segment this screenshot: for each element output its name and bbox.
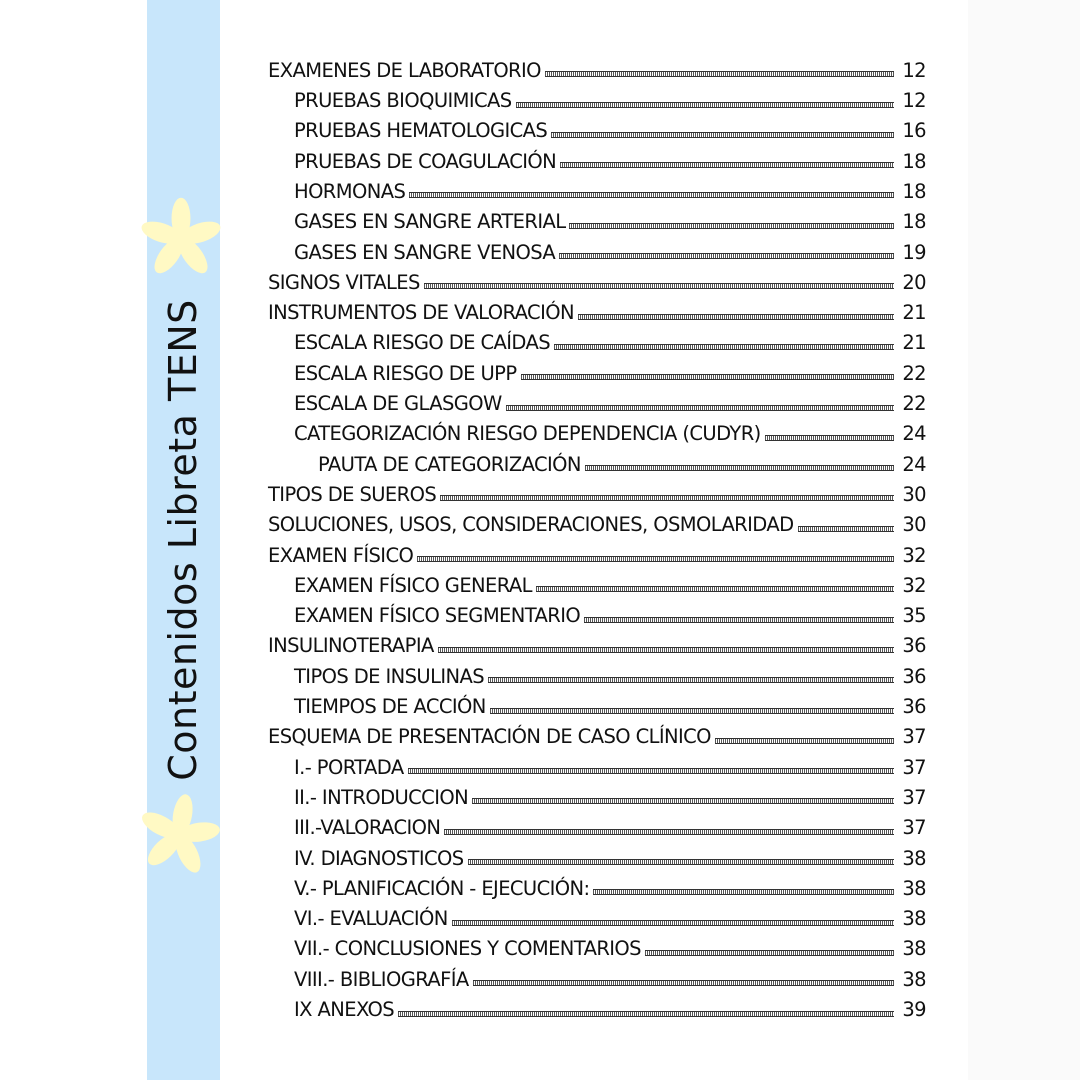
- toc-entry: [264, 506, 926, 536]
- toc-entry-page: 38: [902, 937, 926, 961]
- toc-entry: [264, 658, 926, 688]
- toc-entry-label: IX ANEXOS: [294, 998, 394, 1021]
- toc-leader-dots: [444, 829, 894, 835]
- toc-entry-label: SOLUCIONES, USOS, CONSIDERACIONES, OSMOLARIDAD: [268, 513, 794, 537]
- toc-leader-dots: [578, 314, 894, 320]
- toc-entry-page: 12: [902, 58, 926, 82]
- toc-entry-page: 18: [902, 179, 926, 203]
- toc-entry-page: 38: [902, 907, 926, 931]
- sidebar-title: Contenidos Libreta TENS: [161, 299, 205, 781]
- toc-entry-page: 37: [902, 785, 926, 809]
- toc-entry-page: 39: [902, 998, 926, 1021]
- toc-entry: [264, 870, 926, 900]
- toc-entry: [264, 628, 926, 658]
- toc-entry-page: 35: [902, 604, 926, 628]
- toc-leader-dots: [569, 223, 894, 229]
- toc-leader-dots: [551, 132, 894, 138]
- toc-leader-dots: [560, 162, 894, 168]
- toc-entry-page: 22: [902, 361, 926, 385]
- toc-entry-label: V.- PLANIFICACIÓN - EJECUCIÓN:: [294, 876, 590, 900]
- toc-entry: [264, 234, 926, 264]
- toc-entry-page: 37: [902, 755, 926, 779]
- toc-entry-page: 20: [902, 270, 926, 294]
- toc-entry: [264, 840, 926, 870]
- toc-entry-label: ESCALA RIESGO DE CAÍDAS: [294, 331, 550, 355]
- page-margin-right: [968, 0, 1080, 1080]
- toc-leader-dots: [452, 920, 894, 926]
- toc-leader-dots: [715, 738, 894, 744]
- toc-leader-dots: [398, 1011, 894, 1017]
- toc-entry: [264, 719, 926, 749]
- page-margin-left: [0, 0, 147, 1080]
- toc-entry-label: EXAMENES DE LABORATORIO: [268, 58, 541, 82]
- toc-entry-label: ESQUEMA DE PRESENTACIÓN DE CASO CLÍNICO: [268, 725, 711, 749]
- toc-leader-dots: [559, 253, 894, 259]
- toc-entry-label: HORMONAS: [294, 179, 406, 203]
- toc-entry: [264, 355, 926, 385]
- toc-leader-dots: [468, 859, 894, 865]
- toc-entry: [264, 991, 926, 1021]
- toc-entry: [264, 264, 926, 294]
- toc-entry-label: PAUTA DE CATEGORIZACIÓN: [318, 452, 581, 476]
- toc-entry-label: EXAMEN FÍSICO GENERAL: [294, 573, 532, 597]
- toc-entry-page: 36: [902, 664, 926, 688]
- toc-leader-dots: [516, 102, 894, 108]
- toc-entry: [264, 476, 926, 506]
- toc-leader-dots: [584, 617, 894, 623]
- toc-leader-dots: [417, 556, 894, 562]
- toc-leader-dots: [585, 465, 894, 471]
- toc-entry-page: 16: [902, 119, 926, 143]
- toc-entry-page: 32: [902, 543, 926, 567]
- toc-entry-page: 38: [902, 967, 926, 991]
- toc-entry-page: 24: [902, 452, 926, 476]
- toc-entry: [264, 537, 926, 567]
- toc-entry-label: EXAMEN FÍSICO SEGMENTARIO: [294, 604, 581, 628]
- toc-entry-label: VII.- CONCLUSIONES Y COMENTARIOS: [294, 937, 641, 961]
- toc-entry-page: 18: [902, 149, 926, 173]
- toc-entry-label: VIII.- BIBLIOGRAFÍA: [294, 967, 469, 991]
- toc-entry-page: 36: [902, 695, 926, 719]
- toc-entry-label: PRUEBAS DE COAGULACIÓN: [294, 149, 557, 173]
- toc-entry-page: 30: [902, 513, 926, 537]
- toc-entry-page: 37: [902, 816, 926, 840]
- toc-entry-label: ESCALA DE GLASGOW: [294, 392, 502, 416]
- toc-entry-label: TIEMPOS DE ACCIÓN: [294, 695, 486, 719]
- toc-entry-label: PRUEBAS BIOQUIMICAS: [294, 89, 512, 113]
- toc-leader-dots: [473, 980, 894, 986]
- toc-entry: [264, 961, 926, 991]
- toc-entry: [264, 203, 926, 233]
- toc-entry-label: IV. DIAGNOSTICOS: [294, 846, 464, 870]
- toc-entry-page: 22: [902, 392, 926, 416]
- toc-entry-label: I.- PORTADA: [294, 755, 404, 779]
- toc-entry-label: SIGNOS VITALES: [268, 270, 420, 294]
- toc-entry-label: INSTRUMENTOS DE VALORACIÓN: [268, 301, 574, 325]
- toc-leader-dots: [798, 526, 894, 532]
- toc-entry: [264, 173, 926, 203]
- toc-leader-dots: [554, 344, 894, 350]
- toc-leader-dots: [440, 495, 894, 501]
- toc-leader-dots: [765, 435, 894, 441]
- toc-entry: [264, 779, 926, 809]
- toc-entry-page: 38: [902, 876, 926, 900]
- toc-entry: [264, 385, 926, 415]
- toc-entry: [264, 809, 926, 839]
- toc-entry-page: 30: [902, 482, 926, 506]
- toc-entry-page: 36: [902, 634, 926, 658]
- toc-entry-label: TIPOS DE SUEROS: [268, 482, 437, 506]
- toc-leader-dots: [536, 586, 894, 592]
- toc-leader-dots: [506, 405, 894, 411]
- toc-entry-label: INSULINOTERAPIA: [268, 634, 434, 658]
- toc-leader-dots: [645, 950, 894, 956]
- toc-leader-dots: [545, 71, 894, 77]
- toc-entry-label: ESCALA RIESGO DE UPP: [294, 361, 517, 385]
- toc-entry: [264, 900, 926, 930]
- toc-entry-label: VI.- EVALUACIÓN: [294, 907, 448, 931]
- toc-entry-label: GASES EN SANGRE VENOSA: [294, 240, 556, 264]
- toc-entry-label: CATEGORIZACIÓN RIESGO DEPENDENCIA (CUDYR): [294, 422, 761, 446]
- toc-entry-label: PRUEBAS HEMATOLOGICAS: [294, 119, 548, 143]
- toc-entry: [264, 446, 926, 476]
- toc-entry-label: II.- INTRODUCCION: [294, 785, 469, 809]
- toc-entry-label: GASES EN SANGRE ARTERIAL: [294, 210, 566, 234]
- toc-entry: [264, 143, 926, 173]
- toc-leader-dots: [408, 768, 894, 774]
- toc-entry-page: 32: [902, 573, 926, 597]
- toc-entry-page: 38: [902, 846, 926, 870]
- toc-leader-dots: [593, 889, 894, 895]
- toc-leader-dots: [438, 647, 894, 653]
- toc-entry-page: 12: [902, 89, 926, 113]
- toc-entry: [264, 52, 926, 82]
- toc-entry: [264, 931, 926, 961]
- toc-entry: [264, 416, 926, 446]
- toc-entry-label: EXAMEN FÍSICO: [268, 543, 414, 567]
- toc-entry-page: 37: [902, 725, 926, 749]
- toc-leader-dots: [521, 374, 895, 380]
- toc-entry: [264, 82, 926, 112]
- toc-leader-dots: [472, 798, 894, 804]
- toc-entry-page: 21: [902, 331, 926, 355]
- toc-entry: [264, 597, 926, 627]
- toc-entry-page: 21: [902, 301, 926, 325]
- toc-entry-page: 18: [902, 210, 926, 234]
- toc-leader-dots: [409, 192, 894, 198]
- flower-icon: [138, 196, 224, 282]
- toc-entry-label: III.-VALORACION: [294, 816, 441, 840]
- toc-leader-dots: [424, 283, 894, 289]
- toc-entry: [264, 294, 926, 324]
- toc-entry: [264, 749, 926, 779]
- toc-leader-dots: [490, 708, 894, 714]
- flower-icon: [136, 792, 222, 878]
- toc-entry: [264, 113, 926, 143]
- toc-entry: [264, 688, 926, 718]
- toc-entry-page: 24: [902, 422, 926, 446]
- toc-entry: [264, 325, 926, 355]
- toc-entry-label: TIPOS DE INSULINAS: [294, 664, 484, 688]
- toc-leader-dots: [488, 677, 894, 683]
- table-of-contents: [264, 52, 926, 1022]
- toc-entry: [264, 567, 926, 597]
- toc-entry-page: 19: [902, 240, 926, 264]
